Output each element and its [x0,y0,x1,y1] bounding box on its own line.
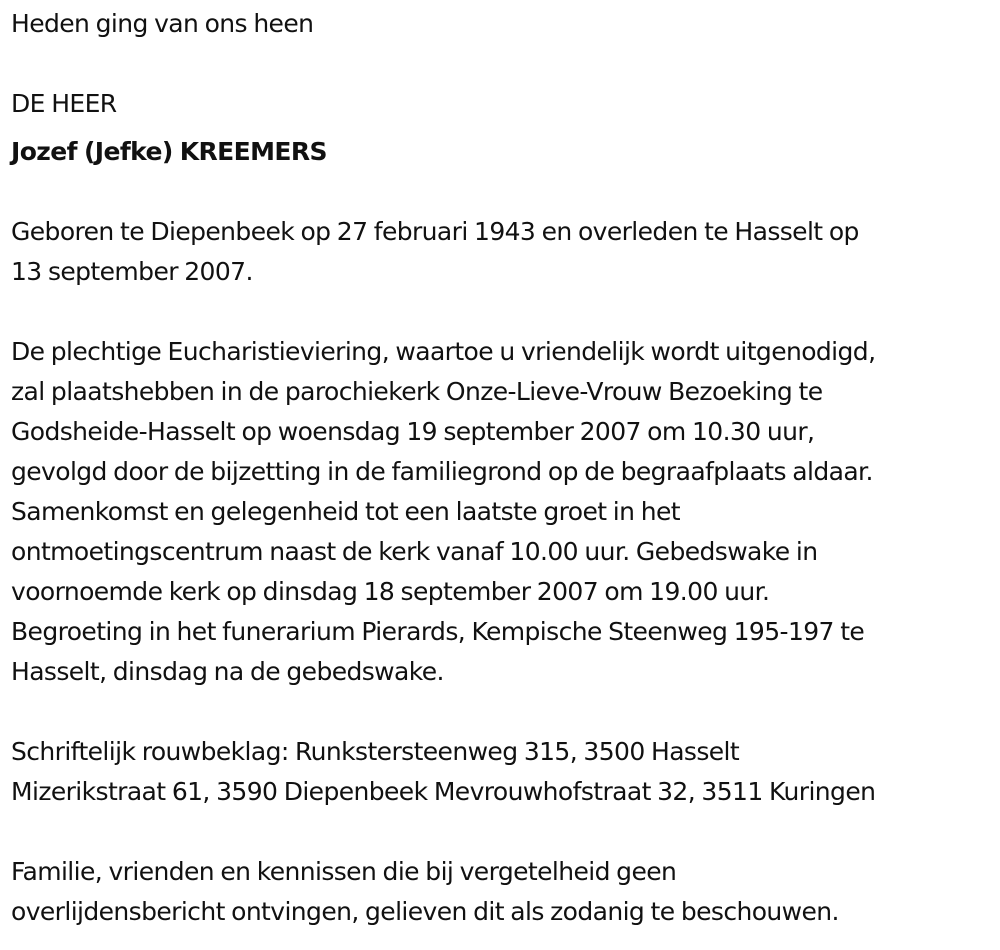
paragraph-line: voornoemde kerk op dinsdag 18 september 2007 om 19.00 uur. [11,577,770,606]
paragraph-line: zal plaatshebben in de parochiekerk Onze-Lieve-Vrouw Bezoeking te [11,377,823,406]
deceased-name: Jozef (Jefke) KREEMERS [11,137,327,166]
closing-paragraph [11,852,1000,932]
paragraph-line: Godsheide-Hasselt op woensdag 19 september 2007 om 10.30 uur, [11,417,815,446]
paragraph-line: 13 september 2007. [11,257,253,286]
paragraph-line: De plechtige Eucharistieviering, waartoe u vriendelijk wordt uitgenodigd, [11,337,876,366]
intro-text: Heden ging van ons heen [11,9,314,38]
paragraph-line: overlijdensbericht ontvingen, gelieven dit als zodanig te beschouwen. [11,897,839,926]
paragraph-line: Samenkomst en gelegenheid tot een laatste groet in het [11,497,680,526]
birth-death-paragraph [11,212,1000,292]
paragraph-line: Schriftelijk rouwbeklag: Runkstersteenweg 315, 3500 Hasselt [11,737,740,766]
honorific-title: DE HEER [11,89,117,118]
ceremony-paragraph [11,332,1000,692]
condolences-paragraph [11,732,1000,812]
paragraph-line: ontmoetingscentrum naast de kerk vanaf 10.00 uur. Gebedswake in [11,537,818,566]
paragraph-line: Mizerikstraat 61, 3590 Diepenbeek Mevrouwhofstraat 32, 3511 Kuringen [11,777,876,806]
paragraph-line: Geboren te Diepenbeek op 27 februari 1943 en overleden te Hasselt op [11,217,859,246]
paragraph-line: Hasselt, dinsdag na de gebedswake. [11,657,444,686]
paragraph-line: gevolgd door de bijzetting in de familiegrond op de begraafplaats aldaar. [11,457,873,486]
paragraph-line: Familie, vrienden en kennissen die bij vergetelheid geen [11,857,677,886]
paragraph-line: Begroeting in het funerarium Pierards, Kempische Steenweg 195-197 te [11,617,865,646]
